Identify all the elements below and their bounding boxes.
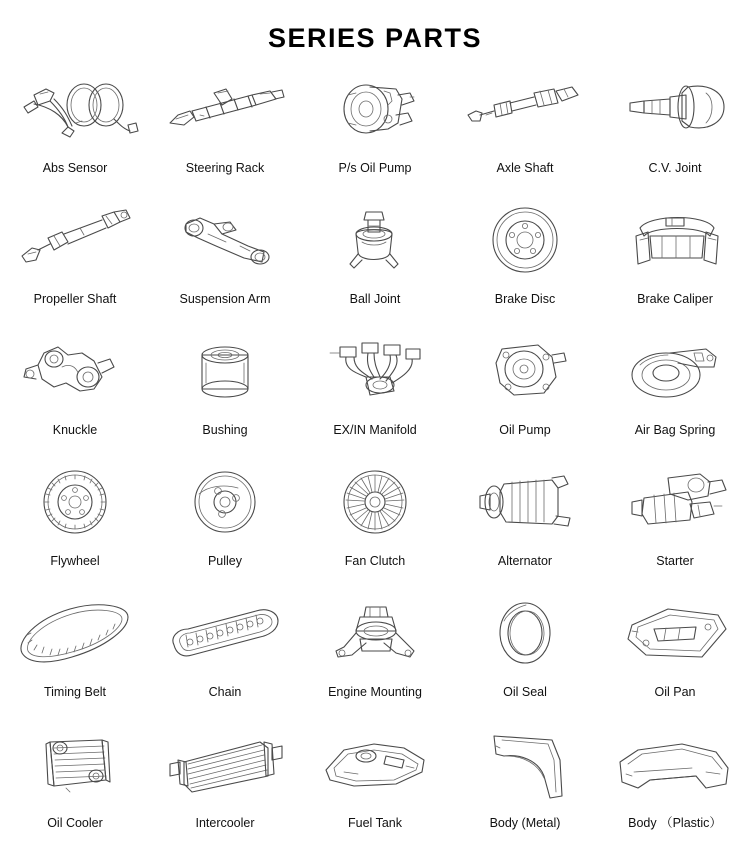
part-cell-starter[interactable] [600, 457, 750, 588]
bushing-icon [157, 332, 293, 414]
part-label: Chain [208, 685, 242, 699]
chain-icon [157, 594, 293, 676]
part-cell-oil-pump[interactable] [450, 326, 600, 457]
part-label: Abs Sensor [42, 161, 108, 175]
body-metal-icon [457, 725, 593, 807]
part-cell-pulley[interactable] [150, 457, 300, 588]
part-cell-axle-shaft[interactable] [450, 64, 600, 195]
part-label: Oil Seal [503, 685, 547, 699]
part-cell-oil-cooler[interactable] [0, 719, 150, 850]
part-label: P/s Oil Pump [338, 161, 412, 175]
oil-pump-icon [457, 332, 593, 414]
intercooler-icon [157, 725, 293, 807]
pulley-icon [157, 463, 293, 545]
engine-mounting-icon [307, 594, 443, 676]
part-label: Bushing [202, 423, 248, 437]
flywheel-icon [7, 463, 143, 545]
part-cell-body-metal[interactable] [450, 719, 600, 850]
part-label: Intercooler [195, 816, 255, 830]
part-cell-knuckle[interactable] [0, 326, 150, 457]
exhaust-manifold-icon [307, 332, 443, 414]
part-label: Timing Belt [43, 685, 107, 699]
oil-seal-icon [457, 594, 593, 676]
oil-pan-icon [607, 594, 743, 676]
part-label: Air Bag Spring [634, 423, 716, 437]
part-label: Fuel Tank [348, 816, 402, 830]
part-label: Axle Shaft [496, 161, 554, 175]
suspension-arm-icon [157, 201, 293, 283]
part-cell-propeller-shaft[interactable] [0, 195, 150, 326]
part-label: Propeller Shaft [33, 292, 117, 306]
part-label: Steering Rack [185, 161, 265, 175]
abs-sensor-icon [7, 70, 143, 152]
part-label: Body (Metal) [489, 816, 561, 830]
part-cell-abs-sensor[interactable] [0, 64, 150, 195]
body-plastic-icon [607, 725, 743, 807]
fan-clutch-icon [307, 463, 443, 545]
part-cell-exhaust-manifold[interactable] [300, 326, 450, 457]
part-label: Oil Pump [499, 423, 551, 437]
cv-joint-icon [607, 70, 743, 152]
knuckle-icon [7, 332, 143, 414]
part-cell-flywheel[interactable] [0, 457, 150, 588]
parts-grid [0, 64, 750, 850]
part-cell-engine-mounting[interactable] [300, 588, 450, 719]
part-cell-brake-disc[interactable] [450, 195, 600, 326]
part-label: Knuckle [52, 423, 98, 437]
part-cell-chain[interactable] [150, 588, 300, 719]
part-cell-body-plastic[interactable] [600, 719, 750, 850]
part-label: Pulley [207, 554, 243, 568]
part-label: Body （Plastic） [628, 816, 722, 830]
part-cell-oil-pan[interactable] [600, 588, 750, 719]
propeller-shaft-icon [7, 201, 143, 283]
part-label: Oil Cooler [47, 816, 103, 830]
part-label: Flywheel [50, 554, 100, 568]
part-label: C.V. Joint [648, 161, 702, 175]
alternator-icon [457, 463, 593, 545]
part-label: Brake Caliper [637, 292, 713, 306]
part-cell-fan-clutch[interactable] [300, 457, 450, 588]
part-cell-intercooler[interactable] [150, 719, 300, 850]
part-label: Engine Mounting [328, 685, 422, 699]
part-cell-timing-belt[interactable] [0, 588, 150, 719]
part-cell-ps-oil-pump[interactable] [300, 64, 450, 195]
starter-icon [607, 463, 743, 545]
part-label: Suspension Arm [179, 292, 271, 306]
part-label: Fan Clutch [344, 554, 406, 568]
part-cell-bushing[interactable] [150, 326, 300, 457]
fuel-tank-icon [307, 725, 443, 807]
part-label: Brake Disc [494, 292, 556, 306]
part-cell-oil-seal[interactable] [450, 588, 600, 719]
axle-shaft-icon [457, 70, 593, 152]
ball-joint-icon [307, 201, 443, 283]
part-label: Ball Joint [349, 292, 401, 306]
air-bag-spring-icon [607, 332, 743, 414]
page-title: SERIES PARTS [267, 23, 483, 53]
part-label: EX/IN Manifold [333, 423, 417, 437]
ps-oil-pump-icon [307, 70, 443, 152]
brake-caliper-icon [607, 201, 743, 283]
timing-belt-icon [7, 594, 143, 676]
part-label: Oil Pan [654, 685, 696, 699]
brake-disc-icon [457, 201, 593, 283]
part-cell-air-bag-spring[interactable] [600, 326, 750, 457]
part-cell-suspension-arm[interactable] [150, 195, 300, 326]
part-cell-brake-caliper[interactable] [600, 195, 750, 326]
steering-rack-icon [157, 70, 293, 152]
part-cell-alternator[interactable] [450, 457, 600, 588]
part-label: Alternator [497, 554, 553, 568]
part-cell-cv-joint[interactable] [600, 64, 750, 195]
part-cell-fuel-tank[interactable] [300, 719, 450, 850]
part-cell-ball-joint[interactable] [300, 195, 450, 326]
part-cell-steering-rack[interactable] [150, 64, 300, 195]
oil-cooler-icon [7, 725, 143, 807]
part-label: Starter [656, 554, 694, 568]
